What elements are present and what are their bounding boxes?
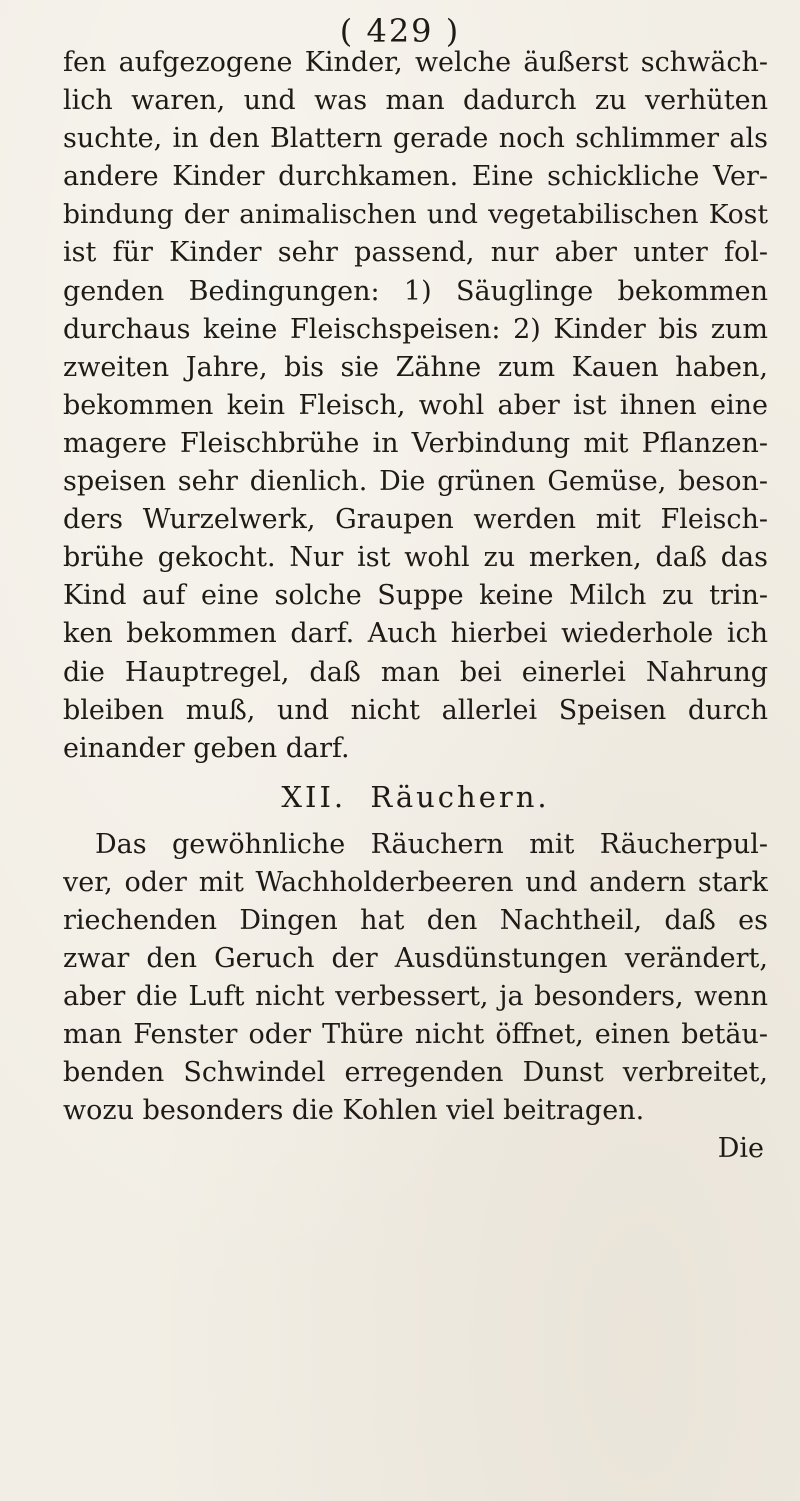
text-line: ders Wurzelwerk, Graupen werden mit Fleisch- bbox=[63, 504, 768, 536]
text-line: fen aufgezogene Kinder, welche äußerst schwäch- bbox=[63, 47, 768, 78]
text-line: ist für Kinder sehr passend, nur aber unter fol- bbox=[63, 237, 768, 269]
text-line: einander geben darf. bbox=[63, 732, 350, 764]
text-line: bekommen kein Fleisch, wohl aber ist ihnen eine bbox=[63, 389, 768, 421]
text-line: benden Schwindel erregenden Dunst verbreitet, bbox=[63, 1057, 768, 1089]
section-number: XII. bbox=[281, 779, 347, 814]
text-line: man Fenster oder Thüre nicht öffnet, einen betäu- bbox=[63, 1019, 768, 1051]
text-line: aber die Luft nicht verbessert, ja besonders, wenn bbox=[63, 981, 768, 1013]
text-line: brühe gekocht. Nur ist wohl zu merken, daß das bbox=[63, 542, 768, 574]
paragraph-1 bbox=[63, 44, 768, 768]
text-line: bindung der animalischen und vegetabilischen Kost bbox=[63, 199, 768, 231]
text-line: die Hauptregel, daß man bei einerlei Nahrung bbox=[63, 656, 768, 688]
text-line: genden Bedingungen: 1) Säuglinge bekommen bbox=[63, 275, 768, 307]
text-line: andere Kinder durchkamen. Eine schickliche Ver- bbox=[63, 161, 768, 193]
text-line: durchaus keine Fleischspeisen: 2) Kinder bis zum bbox=[63, 313, 768, 345]
text-line: wozu besonders die Kohlen viel beitragen. bbox=[63, 1095, 645, 1127]
text-line: magere Fleischbrühe in Verbindung mit Pflanzen- bbox=[63, 427, 768, 459]
catchword: Die bbox=[717, 1132, 764, 1164]
text-line: speisen sehr dienlich. Die grünen Gemüse, beson- bbox=[63, 466, 768, 498]
text-line: Das gewöhnliche Räuchern mit Räucherpul- bbox=[95, 828, 768, 860]
text-line: lich waren, und was man dadurch zu verhüten bbox=[63, 85, 768, 117]
section-heading bbox=[63, 768, 768, 826]
paragraph-2 bbox=[63, 826, 768, 1131]
page-number: ( 429 ) bbox=[339, 12, 461, 50]
text-line: zwar den Geruch der Ausdünstungen verändert, bbox=[63, 943, 768, 975]
text-line: zweiten Jahre, bis sie Zähne zum Kauen haben, bbox=[63, 351, 768, 383]
page-body bbox=[63, 44, 768, 1167]
text-line: ver, oder mit Wachholderbeeren und andern stark bbox=[63, 866, 768, 898]
text-line: suchte, in den Blattern gerade noch schlimmer als bbox=[63, 123, 768, 155]
section-title: Räuchern. bbox=[370, 779, 550, 814]
text-line: bleiben muß, und nicht allerlei Speisen durch bbox=[63, 694, 768, 726]
text-line: riechenden Dingen hat den Nachtheil, daß es bbox=[63, 904, 768, 936]
text-line: Kind auf eine solche Suppe keine Milch zu trin- bbox=[63, 580, 768, 612]
text-line: ken bekommen darf. Auch hierbei wiederhole ich bbox=[63, 618, 768, 650]
